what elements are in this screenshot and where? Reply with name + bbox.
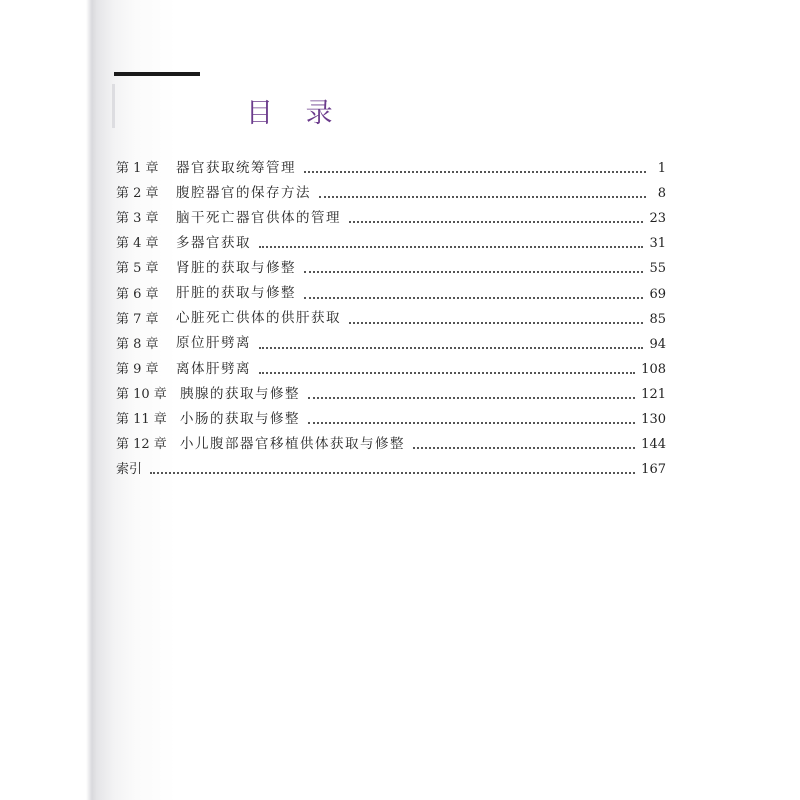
dot-leader bbox=[308, 396, 635, 399]
dot-leader bbox=[150, 471, 635, 474]
dot-leader bbox=[413, 446, 635, 449]
dot-leader bbox=[304, 296, 643, 299]
chapter-title: 腹腔器官的保存方法 bbox=[176, 184, 311, 201]
dot-leader bbox=[259, 245, 643, 248]
toc-entry bbox=[116, 206, 666, 231]
dot-leader bbox=[259, 371, 635, 374]
page-number: 8 bbox=[657, 186, 666, 202]
dot-leader bbox=[349, 321, 643, 324]
dot-leader bbox=[308, 421, 635, 424]
toc-entry bbox=[116, 332, 666, 357]
toc-entry bbox=[116, 307, 666, 332]
chapter-title: 心脏死亡供体的供肝获取 bbox=[176, 310, 341, 327]
chapter-title: 器官获取统筹管理 bbox=[176, 159, 296, 176]
chapter-title: 小肠的获取与修整 bbox=[180, 410, 300, 427]
chapter-title: 小儿腹部器官移植供体获取与修整 bbox=[180, 435, 405, 452]
toc-entry bbox=[116, 256, 666, 281]
dot-leader bbox=[349, 220, 643, 223]
page-number: 1 bbox=[657, 161, 666, 177]
dot-leader bbox=[304, 270, 643, 273]
page-number: 94 bbox=[649, 336, 666, 352]
toc-entry bbox=[116, 281, 666, 306]
chapter-title: 原位肝劈离 bbox=[176, 335, 251, 352]
chapter-title: 离体肝劈离 bbox=[176, 360, 251, 377]
chapter-title: 胰腺的获取与修整 bbox=[180, 385, 300, 402]
bleed-through-mark bbox=[112, 84, 205, 128]
toc-entry bbox=[116, 357, 666, 382]
page-number: 55 bbox=[649, 261, 666, 277]
page-number: 31 bbox=[649, 236, 666, 252]
chapter-number: 第 1 章 bbox=[116, 161, 159, 177]
toc-entry bbox=[116, 156, 666, 181]
chapter-number: 第 2 章 bbox=[116, 186, 159, 202]
toc-entry bbox=[116, 181, 666, 206]
toc-entry bbox=[116, 382, 666, 407]
page-number: 69 bbox=[649, 286, 666, 302]
page-number: 85 bbox=[649, 311, 666, 327]
chapter-number: 第 12 章 bbox=[116, 437, 167, 453]
chapter-number: 第 4 章 bbox=[116, 236, 159, 252]
dot-leader bbox=[304, 170, 646, 173]
toc-entry bbox=[116, 231, 666, 256]
toc-list bbox=[116, 156, 666, 482]
chapter-title: 肝脏的获取与修整 bbox=[176, 285, 296, 302]
page-number: 144 bbox=[641, 437, 666, 453]
page-number: 108 bbox=[641, 361, 666, 377]
chapter-number: 第 8 章 bbox=[116, 336, 159, 352]
toc-entry bbox=[116, 407, 666, 432]
index-label: 索引 bbox=[116, 462, 143, 478]
chapter-title: 脑干死亡器官供体的管理 bbox=[176, 209, 341, 226]
page-number: 23 bbox=[649, 211, 666, 227]
header-rule bbox=[114, 72, 200, 76]
chapter-number: 第 9 章 bbox=[116, 361, 159, 377]
chapter-number: 第 10 章 bbox=[116, 386, 167, 402]
toc-entry bbox=[116, 432, 666, 457]
page-number: 167 bbox=[641, 462, 666, 478]
chapter-number: 第 11 章 bbox=[116, 411, 167, 427]
dot-leader bbox=[319, 195, 646, 198]
chapter-number: 第 7 章 bbox=[116, 311, 159, 327]
dot-leader bbox=[259, 346, 643, 349]
chapter-title: 多器官获取 bbox=[176, 235, 251, 252]
chapter-number: 第 6 章 bbox=[116, 286, 159, 302]
toc-entry-index bbox=[116, 457, 666, 482]
chapter-number: 第 3 章 bbox=[116, 211, 159, 227]
page-number: 121 bbox=[641, 386, 666, 402]
chapter-title: 肾脏的获取与修整 bbox=[176, 260, 296, 277]
chapter-number: 第 5 章 bbox=[116, 261, 159, 277]
page-number: 130 bbox=[641, 411, 666, 427]
toc-title: 目 录 bbox=[246, 98, 345, 129]
